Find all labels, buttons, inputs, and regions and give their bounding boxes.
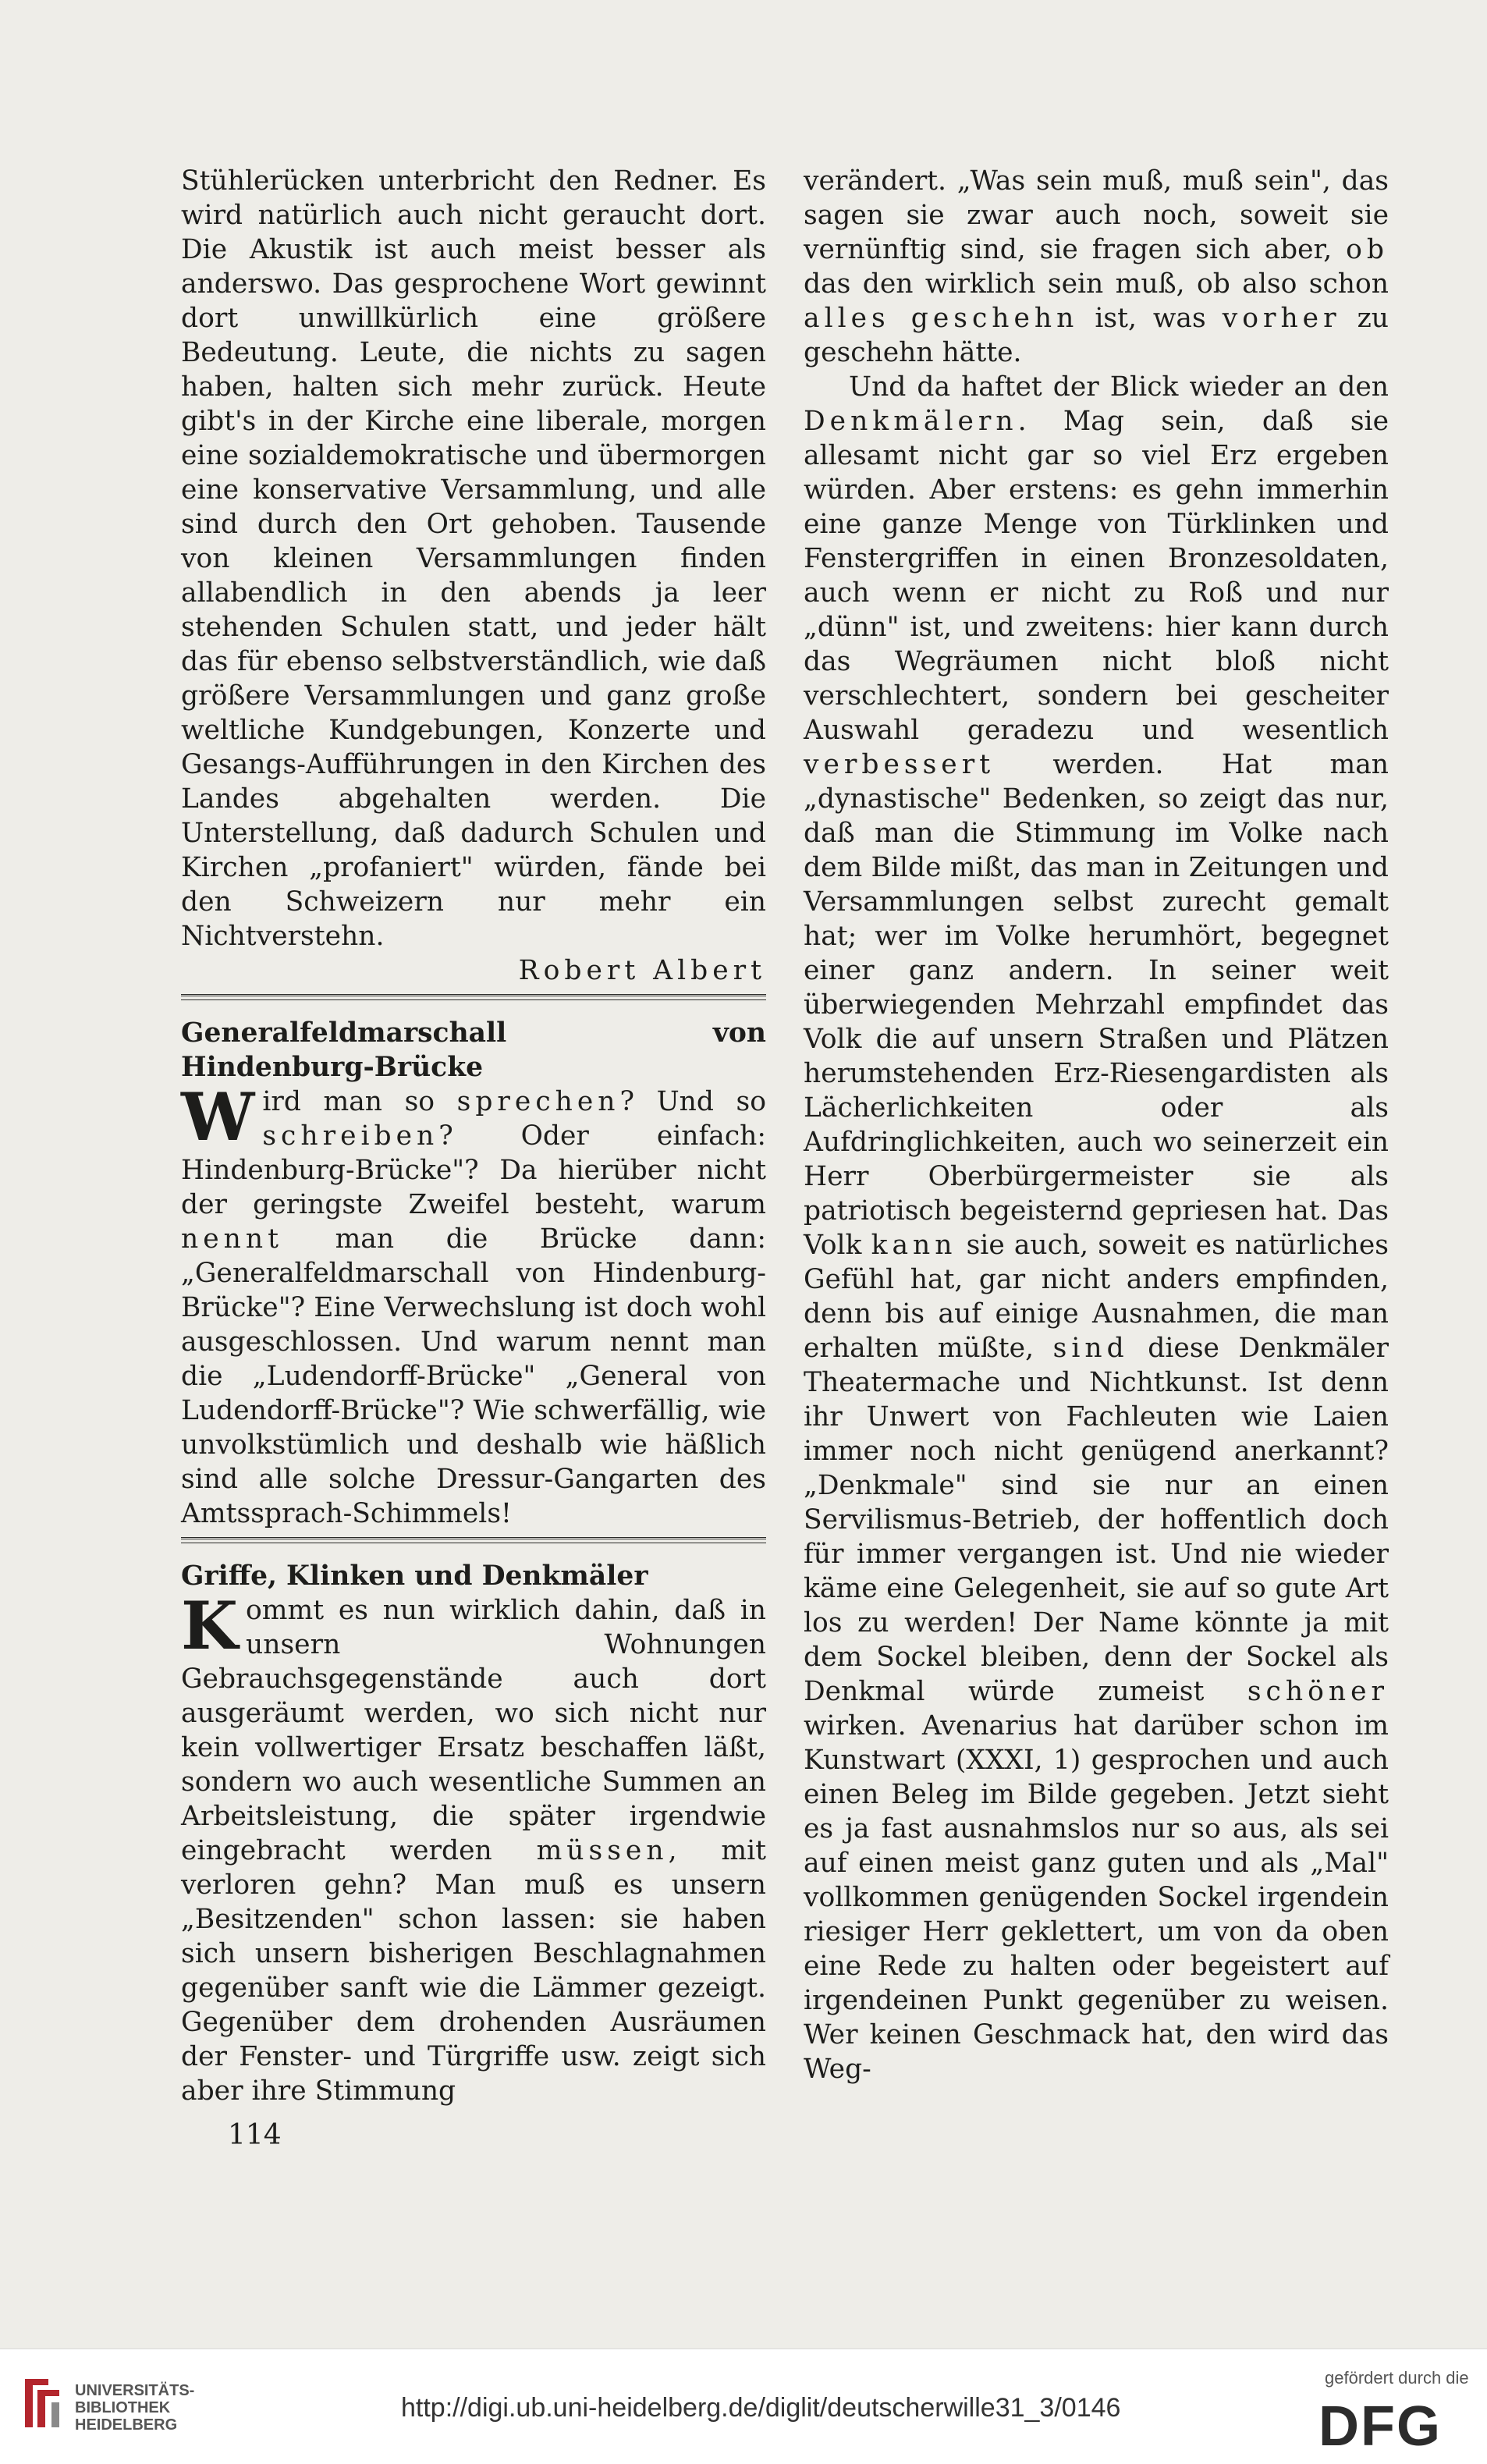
paragraph-rednerkirche: Stühlerücken unterbricht den Redner. Es wird natürlich auch nicht geraucht dort. Die Akustik ist auch meist besser als anderswo. Das gesprochene Wort gewinnt dort unwillkürlich eine größere Bedeutung. Leute, die nichts zu sagen haben, halten sich mehr zurück. Heute gibt's in der Kirche eine liberale, morgen eine sozialdemokratische und übermorgen eine konservative Versammlung, und alle sind durch den Ort gehoben. Tausende von kleinen Versammlungen finden allabendlich in den abends ja leer stehenden Schulen statt, und jeder hält das für ebenso selbstverständlich, wie daß größere Versammlungen und ganz große weltliche Kundgebungen, Konzerte und Gesangs-Aufführungen in den Kirchen des Landes abgehalten werden. Die Unterstellung, daß dadurch Schulen und Kirchen „profaniert" würden, fände bei den Schweizern nur mehr ein Nichtverstehn. <box>181 165 766 952</box>
heading-griffe-klinken: Griffe, Klinken und Denkmäler <box>181 1560 648 1592</box>
paragraph-denkmaeler <box>804 370 1389 2086</box>
author-signature: Robert Albert <box>518 955 766 986</box>
text-segment: sie auch, soweit es natürliches Gefühl hat, gar nicht anders empfinden, denn bis auf einige Ausnahmen, die man erhalten müßte, <box>804 1230 1389 1364</box>
paragraph-veraendert <box>804 164 1389 370</box>
university-logo-icon <box>17 2373 67 2434</box>
permalink-url[interactable]: http://digi.ub.uni-heidelberg.de/diglit/deutscherwille31_3/0146 <box>401 2393 1121 2423</box>
funding-note: gefördert durch die <box>1325 2368 1469 2388</box>
spaced-word: sind <box>1052 1333 1129 1364</box>
spaced-word: müssen <box>536 1835 669 1866</box>
heading-hindenburg-bruecke: Generalfeldmarschall von Hindenburg-Brücke <box>181 1017 766 1083</box>
spaced-word: Denkmälern <box>804 406 1018 437</box>
left-column <box>181 164 766 2108</box>
paragraph-griffe <box>181 1587 766 2108</box>
right-column <box>804 164 1389 2086</box>
text-segment: diese Denkmäler Theatermache und Nichtkunst. Ist denn ihr Unwert von Fachleuten wie Laien immer noch nicht genügend anerkannt? „Denkmale" sind sie nur an einen Servilismus-Betrieb, der hoffentlich doch für immer vergangen ist. Und nie wieder käme eine Gelegenheit, sie auf so gute Art los zu werden! Der Name könnte ja mit dem Sockel bleiben, denn der Sockel als Denkmal würde zumeist <box>804 1333 1389 1707</box>
paragraph-hindenburg <box>181 1078 766 1531</box>
spaced-word: schöner <box>1247 1676 1389 1707</box>
text-segment: das den wirklich sein muß, ob also schon <box>804 268 1389 300</box>
section-divider <box>181 1537 766 1543</box>
text-segment: ird man so <box>262 1086 457 1117</box>
spaced-word: ob <box>1346 234 1389 265</box>
text-segment: . Mag sein, daß sie allesamt nicht gar so viel Erz ergeben würden. Aber erstens: es gehn immerhin eine ganze Menge von Türklinken und Fenstergriffen in einen Bronzesoldaten, auch wenn er nicht zu Roß und nur „dünn" ist, und zweitens: hier kann durch das Wegräumen nicht bloß nicht verschlechtert, sondern bei gescheiter Auswahl geradezu und wesentlich <box>804 406 1389 746</box>
spaced-word: kann <box>871 1230 957 1261</box>
spaced-word: alles geschehn <box>804 303 1079 334</box>
text-segment: , mit verloren gehn? Man muß es unsern „Besitzenden" schon lassen: sie haben sich unsern bisherigen Beschlagnahmen gegenüber sanft wie die Lämmer gezeigt. Gegenüber dem drohenden Ausräumen der Fenster- und Türgriffe usw. zeigt sich aber ihre Stimmung <box>181 1835 766 2107</box>
text-segment: werden. Hat man „dynastische" Bedenken, so zeigt das nur, daß man die Stimmung im Volke nach dem Bilde mißt, das man in Zeitungen und Versammlungen selbst zurecht gemalt hat; wer im Volke herumhört, begegnet einer ganz andern. In seiner weit überwiegenden Mehrzahl empfindet das Volk die auf unsern Straßen und Plätzen herumstehenden Erz-Riesengardisten als Lächerlichkeiten oder als Aufdringlichkeiten, auch wo seinerzeit ein Herr Oberbürgermeister sie als patriotisch begeisternd gepriesen hat. Das Volk <box>804 749 1389 1261</box>
text-segment: ? Oder einfach: Hindenburg-Brücke"? Da hierüber nicht der geringste Zweifel besteht, warum <box>181 1120 766 1220</box>
spaced-word: vorher <box>1222 303 1341 334</box>
text-segment: wirken. Avenarius hat darüber schon im Kunstwart (XXXI, 1) gesprochen und auch einen Beleg im Bilde gegeben. Jetzt sieht es ja fast ausnahmslos nur so aus, als sei auf einen meist ganz guten und als „Mal" vollkommen genügenden Sockel irgendein riesiger Herr geklettert, um von da oben eine Rede zu halten oder begeistert auf irgendeinen Punkt gegenüber zu weisen. Wer keinen Geschmack hat, den wird das Weg- <box>804 1710 1389 2085</box>
spaced-word: verbessert <box>804 749 995 780</box>
text-segment: ommt es nun wirklich dahin, daß in unsern Wohnungen Gebrauchsgegenstände auch dort ausgeräumt werden, wo sich nicht nur kein vollwertiger Ersatz beschaffen läßt, sondern wo auch wesentliche Summen an Arbeitsleistung, die später irgendwie eingebracht werden <box>181 1595 766 1866</box>
drop-cap-w: W <box>181 1078 255 1156</box>
text-segment: zu geschehn hätte. <box>804 303 1389 368</box>
spaced-word: nennt <box>181 1223 283 1255</box>
text-segment: ? Und so <box>619 1086 766 1117</box>
text-segment: verändert. „Was sein muß, muß sein", das sagen sie zwar auch noch, soweit sie vernünftig sind, sie fragen sich aber, <box>804 165 1389 265</box>
text-segment: ist, was <box>1078 303 1223 334</box>
viewer-footer <box>0 2349 1487 2464</box>
spaced-word: schreiben <box>262 1120 439 1152</box>
page-number: 114 <box>228 2119 282 2151</box>
text-segment: Und da haftet der Blick wieder an den <box>849 371 1389 403</box>
spaced-word: sprechen <box>456 1086 620 1117</box>
text-segment: man die Brücke dann: „Generalfeldmarschall von Hindenburg-Brücke"? Eine Verwechslung ist doch wohl ausgeschlossen. Und warum nennt man die „Ludendorff-Brücke" „General von Ludendorff-Brücke"? Wie schwerfällig, wie unvolkstümlich und deshalb wie häßlich sind alle solche Dressur-Gangarten des Amtssprach-Schimmels! <box>181 1223 766 1529</box>
dfg-logo[interactable]: DFG <box>1318 2395 1442 2458</box>
institution-name: UNIVERSITÄTS- BIBLIOTHEK HEIDELBERG <box>75 2382 195 2434</box>
drop-cap-k: K <box>181 1587 239 1664</box>
section-divider <box>181 994 766 1000</box>
